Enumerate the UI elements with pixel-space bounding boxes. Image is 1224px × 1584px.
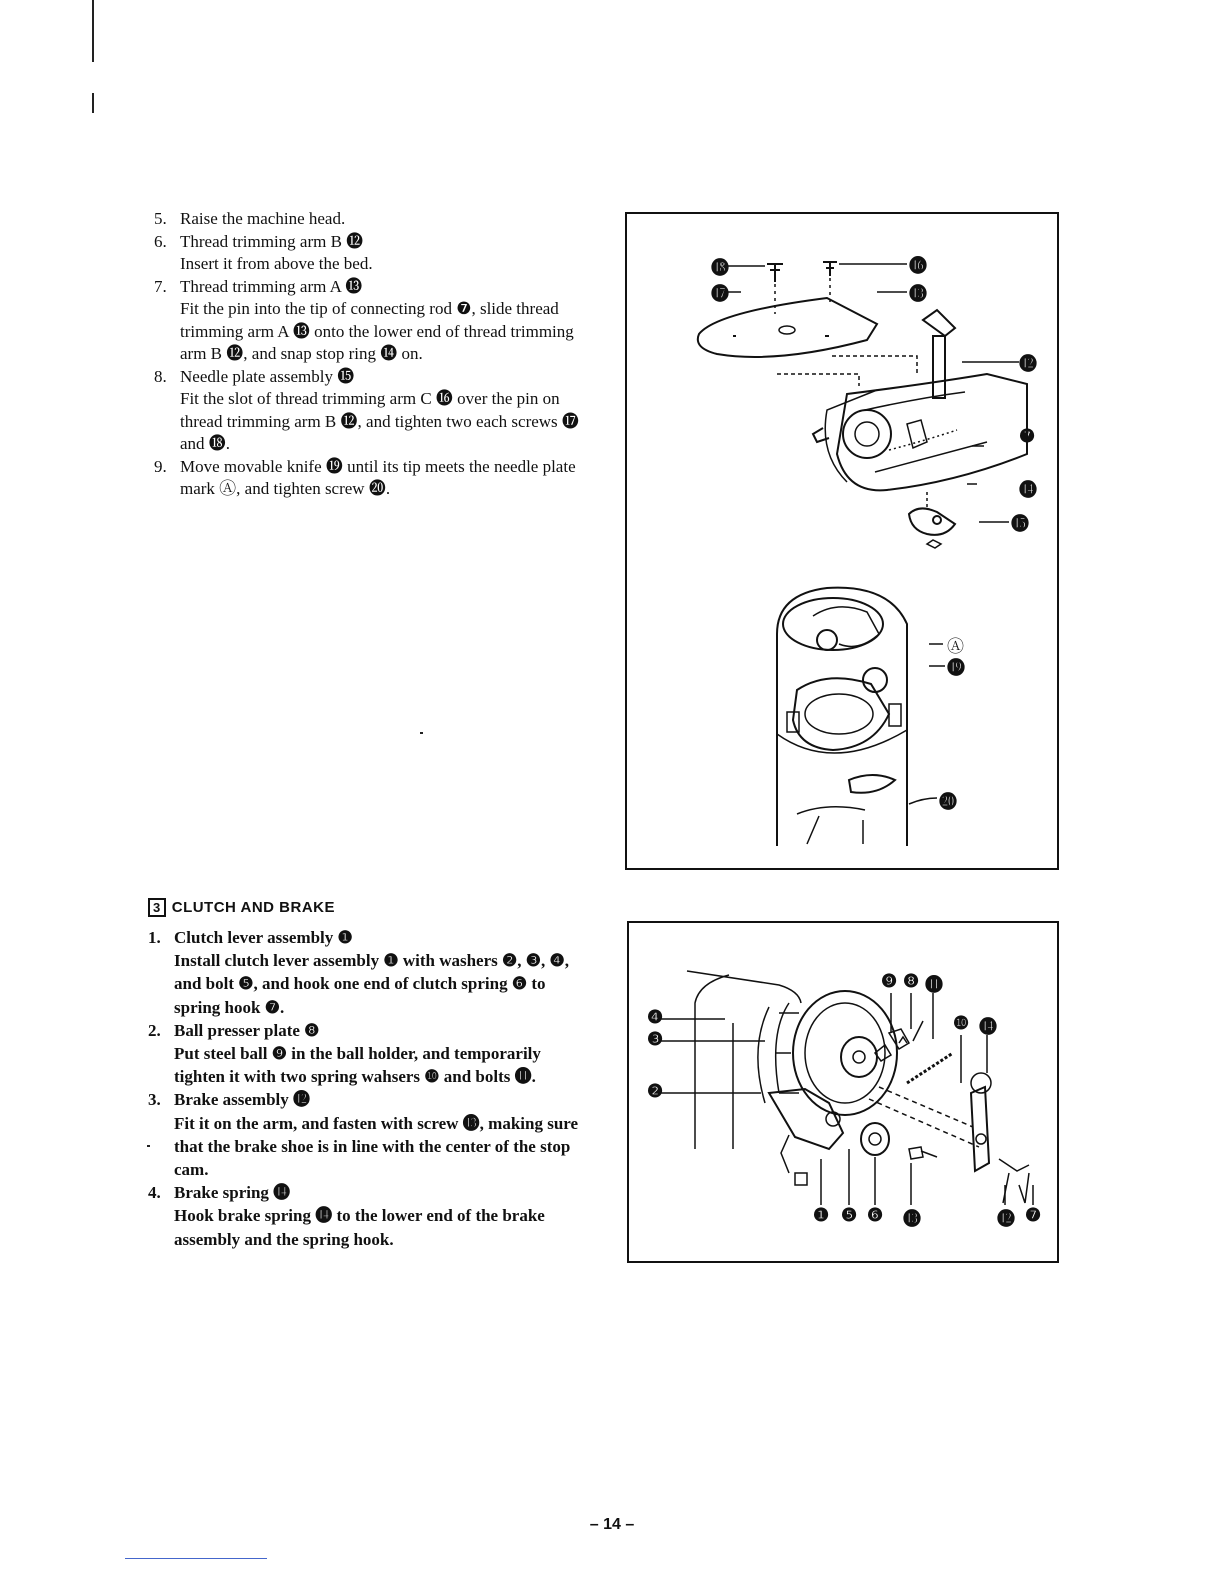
- scan-speck: [420, 732, 423, 734]
- part-label: ⓱: [711, 284, 729, 304]
- part-label: ⓬: [1019, 354, 1037, 374]
- part-label: ⓳: [947, 658, 965, 678]
- part-label: ⓮: [979, 1017, 997, 1037]
- part-label: ⓮: [1019, 480, 1037, 500]
- step-number: 8.: [154, 366, 167, 386]
- footer-rule: [125, 1558, 267, 1559]
- clutch-lever-shape: [769, 1089, 843, 1149]
- movable-knife-shape: [909, 508, 955, 534]
- clutch-pulley-shape: [793, 991, 897, 1115]
- step-item: [148, 1181, 594, 1251]
- clutch-spring-shape: [907, 1053, 953, 1083]
- step-number: 3.: [148, 1090, 161, 1110]
- part-label: ⓴: [939, 792, 957, 812]
- part-label: ⓯: [1011, 514, 1029, 534]
- step-item: [148, 1088, 594, 1181]
- step-number: 1.: [148, 928, 161, 947]
- step-number: 4.: [148, 1183, 161, 1203]
- step-item: [154, 366, 594, 456]
- scan-mark-top: [92, 0, 94, 62]
- part-label: ❷: [647, 1081, 664, 1101]
- step-number: 9.: [154, 456, 167, 476]
- clutch-brake-steps: [148, 926, 594, 1251]
- part-label: ❼: [1025, 1205, 1042, 1225]
- part-label: ⓭: [909, 284, 927, 304]
- step-detail: Fit the pin into the tip of connecting rod ❼, slide thread trimming arm A ⓭ onto the lower end of thread trimming arm B ⓬, and snap stop ring ⓮ on.: [180, 299, 574, 363]
- step-title: Thread trimming arm A ⓭: [180, 276, 363, 296]
- section-title: CLUTCH AND BRAKE: [171, 899, 336, 916]
- step-title: Raise the machine head.: [180, 209, 346, 228]
- step-number: 6.: [154, 231, 167, 251]
- step-title: Brake spring ⓮: [174, 1183, 291, 1203]
- step-title: Clutch lever assembly ❶: [174, 928, 353, 947]
- part-label: ❺: [841, 1205, 858, 1225]
- screw-icon: [823, 262, 837, 276]
- step-detail: Hook brake spring ⓮ to the lower end of the brake assembly and the spring hook.: [174, 1206, 545, 1249]
- thread-trimmer-diagram: [625, 212, 1059, 870]
- step-detail: Install clutch lever assembly ❶ with washers ❷, ❸, ❹, and bolt ❺, and hook one end of clutch spring ❻ to spring hook ❼.: [174, 951, 569, 1017]
- step-title: Brake assembly ⓬: [174, 1090, 310, 1110]
- part-label: ❿: [953, 1013, 970, 1033]
- part-label: ⓭: [903, 1209, 921, 1229]
- step-item: [154, 276, 594, 366]
- step-number: 7.: [154, 276, 167, 296]
- page-number: – 14 –: [589, 1516, 635, 1533]
- needle-plate-shape: [698, 298, 877, 357]
- step-detail: Insert it from above the bed.: [180, 254, 373, 273]
- step-title: Ball presser plate ❽: [174, 1020, 320, 1040]
- part-label: ❹: [647, 1007, 664, 1027]
- step-item: [148, 926, 594, 1019]
- thread-trimmer-steps: [154, 208, 594, 501]
- step-item: [154, 456, 594, 501]
- part-label: ❻: [867, 1205, 884, 1225]
- bobbin-case-shape: [849, 775, 895, 793]
- part-label: ❼: [1019, 426, 1036, 446]
- part-label: ⓲: [711, 258, 729, 278]
- part-label: ❸: [647, 1029, 664, 1049]
- clutch-brake-diagram: [627, 921, 1059, 1263]
- thread-trimmer-illustration: [627, 214, 1057, 868]
- thread-trimming-arm-b-shape: [933, 336, 945, 398]
- part-label: ❾: [881, 971, 898, 991]
- step-title: Move movable knife ⓳ until its tip meets the needle plate mark Ⓐ, and tighten screw ⓴.: [180, 456, 576, 498]
- step-item: [154, 208, 594, 231]
- step-title: Needle plate assembly ⓯: [180, 366, 355, 386]
- part-label: ⓰: [909, 256, 927, 276]
- part-label: ❽: [903, 971, 920, 991]
- step-number: 2.: [148, 1020, 161, 1040]
- scan-mark-short: [92, 93, 94, 113]
- step-detail: Fit it on the arm, and fasten with screw ⓭, making sure that the brake shoe is in line with the center of the stop cam.: [174, 1113, 579, 1180]
- part-label: ⓬: [997, 1209, 1015, 1229]
- part-label: ❶: [813, 1205, 830, 1225]
- step-number: 5.: [154, 209, 167, 228]
- step-detail: Put steel ball ❾ in the ball holder, and temporarily tighten it with two spring wahsers ❿ and bolts ⓫.: [174, 1044, 541, 1087]
- brake-arm-shape: [971, 1087, 989, 1171]
- step-detail: Fit the slot of thread trimming arm C ⓰ over the pin on thread trimming arm B ⓬, and tighten two each screws ⓱ and ⓲.: [180, 389, 579, 453]
- section-number-box: 3: [148, 898, 166, 917]
- step-item: [154, 231, 594, 276]
- part-label: ⓫: [925, 975, 943, 995]
- step-title: Thread trimming arm B ⓬: [180, 231, 364, 251]
- screw-icon: [767, 264, 783, 282]
- step-item: [148, 1019, 594, 1089]
- part-label: Ⓐ: [947, 637, 964, 656]
- section-heading: [148, 898, 335, 917]
